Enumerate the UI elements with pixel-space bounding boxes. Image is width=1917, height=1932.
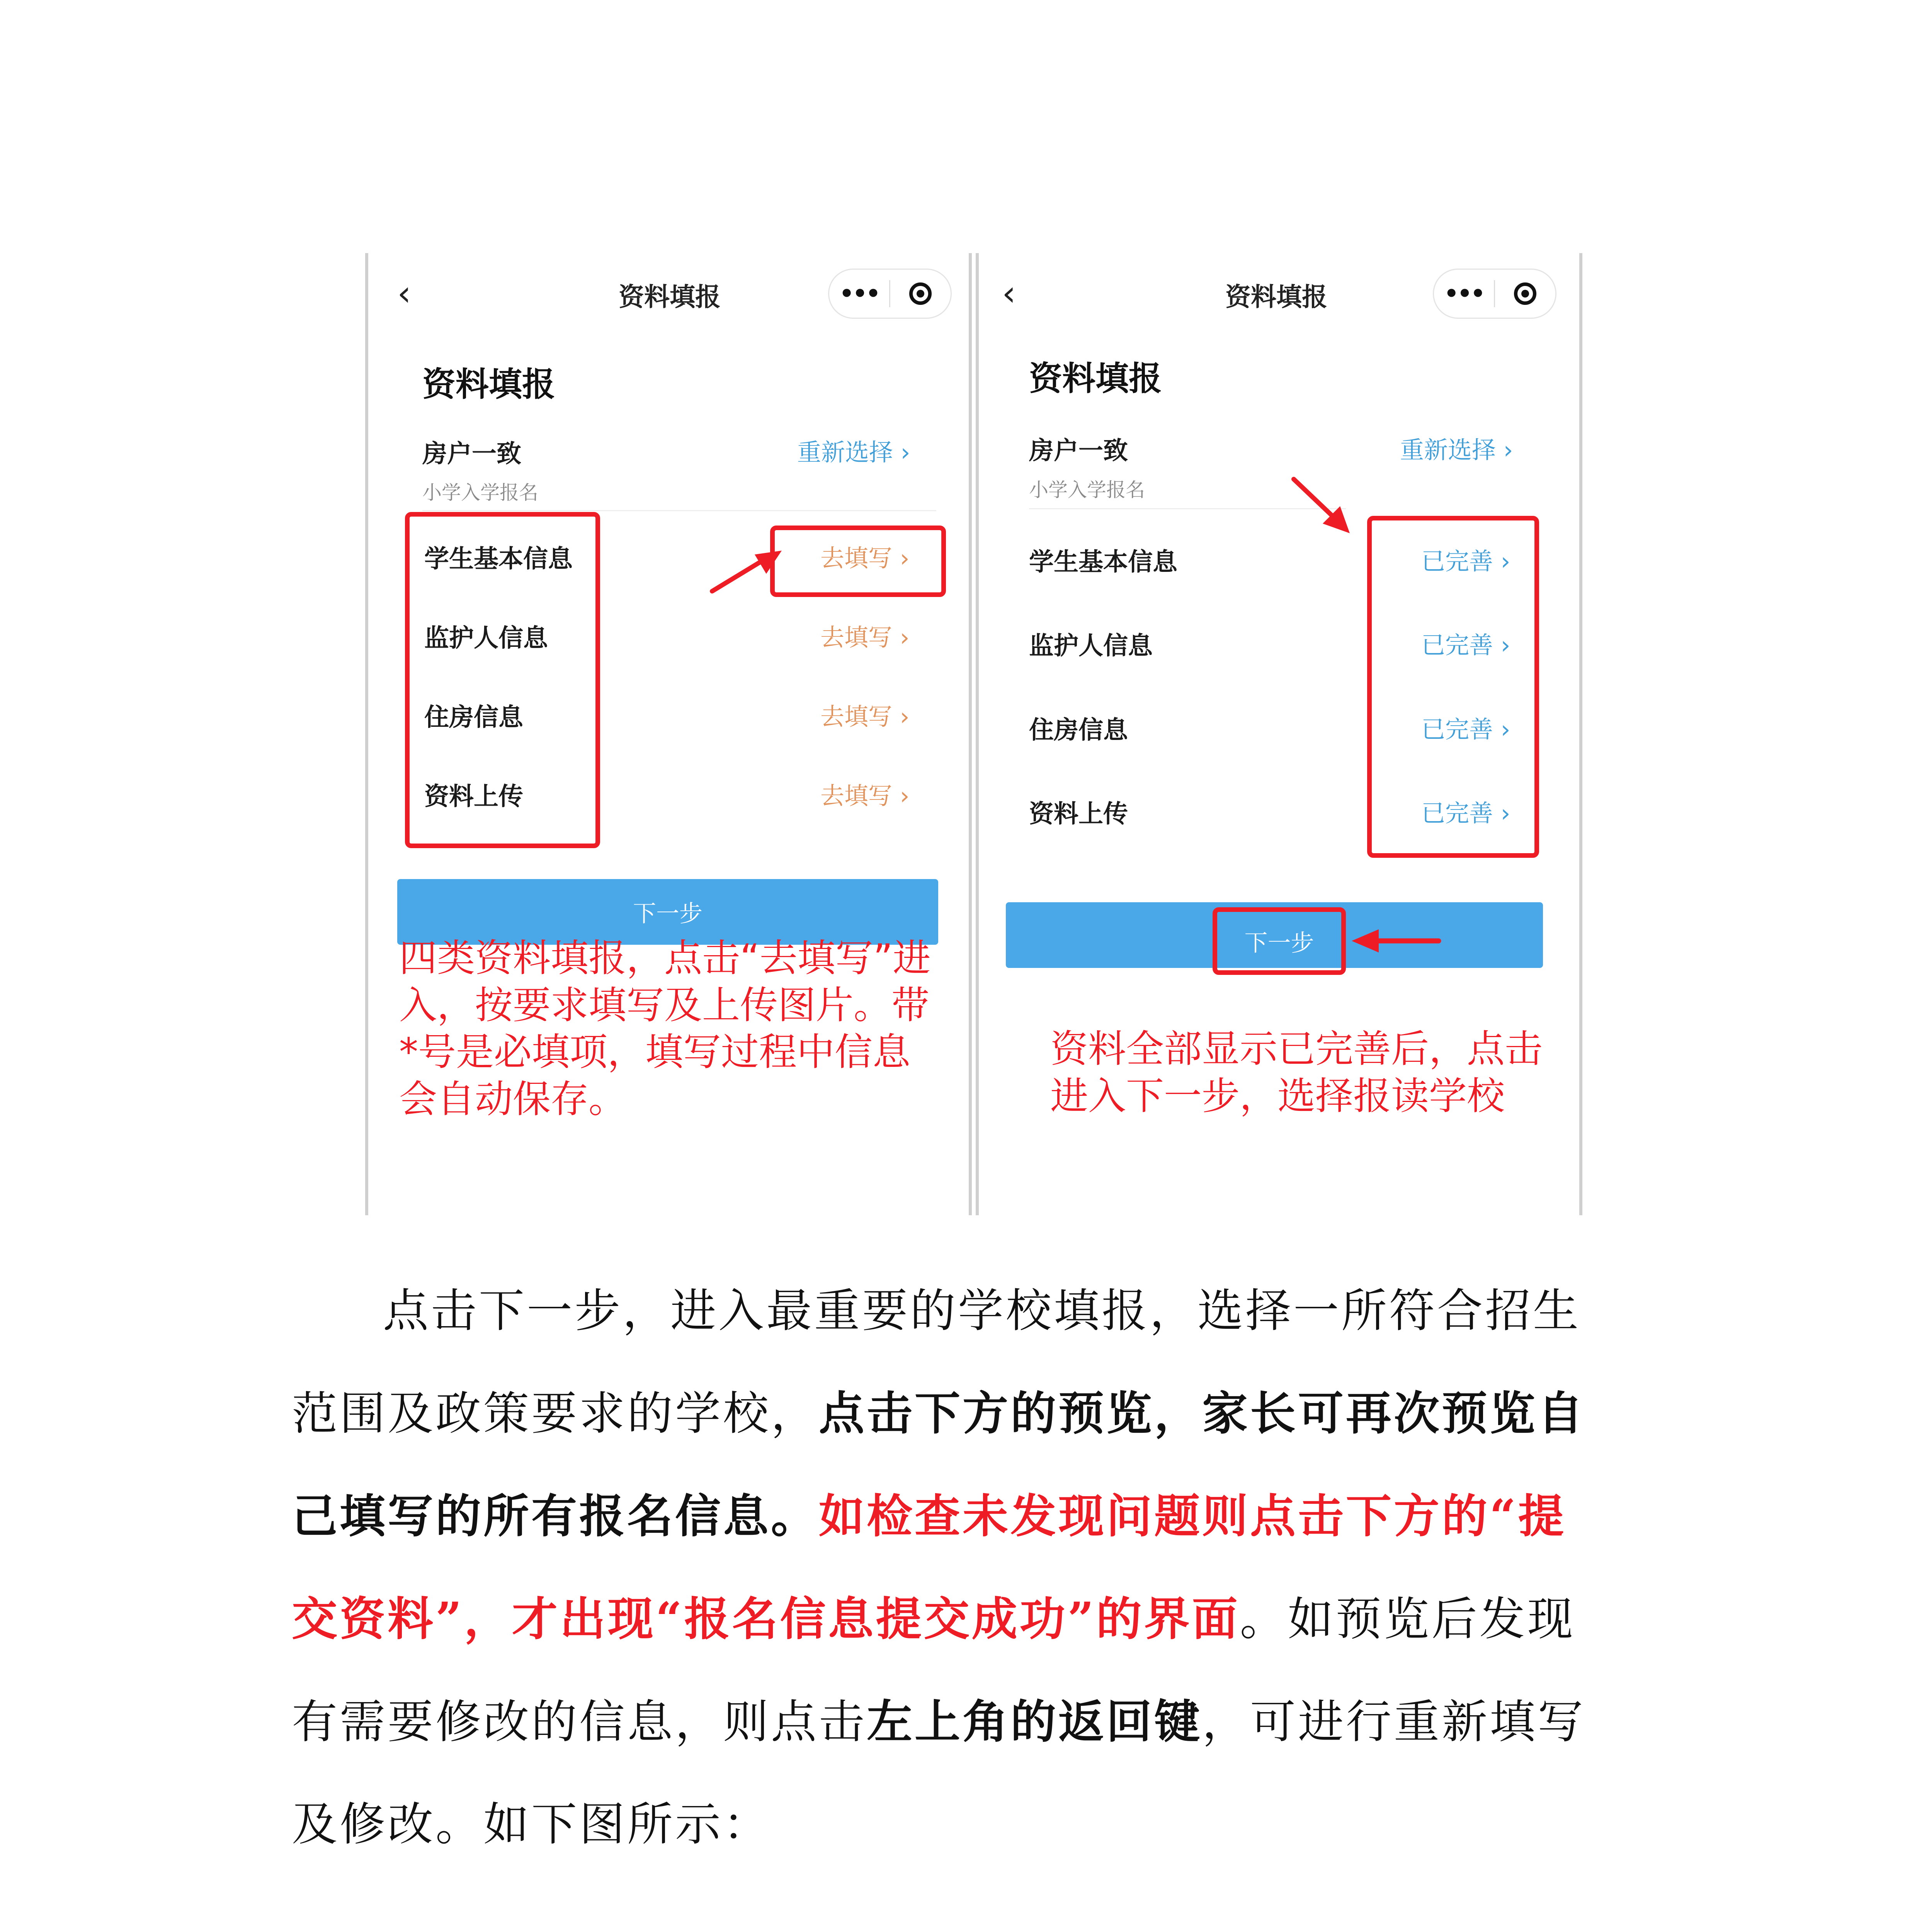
document-upload-completed[interactable]: 已完善 › [1421, 799, 1510, 827]
next-step-highlight[interactable]: 下一步 [1213, 907, 1346, 975]
paragraph-text-3: ，可进行重新填写及修改。如下图所示： [292, 1695, 1586, 1851]
close-target-icon[interactable] [890, 282, 950, 305]
reselect-link[interactable]: 重新选择 › [797, 438, 910, 466]
left-phone-screen [365, 253, 972, 1215]
student-info-completed[interactable]: 已完善 › [1421, 547, 1510, 575]
instruction-paragraph [292, 1260, 1613, 1876]
more-dots-icon[interactable]: ••• [1444, 280, 1484, 307]
nav-title: 资料填报 [1225, 282, 1327, 312]
paragraph-text-2: 。如预览后发现有需要修改的信息，则点击 [292, 1592, 1575, 1748]
row-document-upload: 资料上传 [424, 782, 523, 811]
right-annotation: 资料全部显示已完善后，点击进入下一步，选择报读学校 [1050, 1027, 1543, 1118]
fill-document-upload-button[interactable]: 去填写 › [820, 782, 910, 810]
household-sub: 小学入学报名 [1029, 479, 1145, 501]
red-arrow-icon [708, 547, 786, 597]
paragraph-text-red: 如检查未发现问题则点击下方的“提交资料”，才出现“报名信息提交成功”的界面 [292, 1489, 1566, 1646]
fill-housing-info-button[interactable]: 去填写 › [820, 702, 910, 731]
nav-title: 资料填报 [619, 282, 721, 312]
paragraph-text-1: 点击下一步，进入最重要的学校填报，选择一所符合招生范围及政策要求的学校， [292, 1284, 1581, 1440]
more-dots-icon[interactable]: ••• [839, 280, 879, 307]
row-document-upload: 资料上传 [1029, 800, 1128, 828]
fill-guardian-info-button[interactable]: 去填写 › [820, 623, 910, 651]
housing-info-completed[interactable]: 已完善 › [1421, 715, 1510, 743]
back-chevron-icon[interactable]: ‹ [397, 273, 411, 314]
red-arrow-icon [1350, 927, 1442, 954]
mini-program-capsule[interactable] [1433, 269, 1556, 319]
row-housing-info: 住房信息 [424, 703, 523, 732]
red-arrow-icon [1288, 473, 1357, 539]
form-title: 资料填报 [1029, 359, 1162, 398]
mini-program-capsule[interactable] [828, 269, 952, 319]
row-housing-info: 住房信息 [1029, 716, 1128, 745]
highlight-box-fill-button [770, 526, 946, 597]
form-title: 资料填报 [422, 365, 555, 404]
reselect-link[interactable]: 重新选择 › [1400, 436, 1513, 464]
row-guardian-info: 监护人信息 [424, 624, 548, 653]
household-label: 房户一致 [422, 440, 521, 468]
row-student-info: 学生基本信息 [424, 545, 573, 573]
household-label: 房户一致 [1029, 437, 1128, 465]
close-target-icon[interactable] [1495, 282, 1555, 305]
highlight-box-completed-status [1367, 516, 1539, 858]
back-chevron-icon[interactable]: ‹ [1002, 273, 1016, 314]
screenshot-figure [365, 253, 1582, 1215]
right-phone-screen [976, 253, 1582, 1215]
highlight-box-row-labels [405, 512, 600, 848]
fill-student-info-button[interactable]: 去填写 › [820, 544, 910, 572]
left-annotation: 四类资料填报，点击“去填写”进入，按要求填写及上传图片。带*号是必填项，填写过程中信息会自动保存。 [399, 936, 931, 1121]
paragraph-text-bold-2: 左上角的返回键 [867, 1695, 1203, 1748]
row-student-info: 学生基本信息 [1029, 548, 1177, 577]
paragraph-text-bold-1: 点击下方的预览，家长可再次预览自己填写的所有报名信息。 [292, 1386, 1586, 1543]
row-guardian-info: 监护人信息 [1029, 632, 1153, 660]
guardian-info-completed[interactable]: 已完善 › [1421, 631, 1510, 659]
household-sub: 小学入学报名 [422, 481, 538, 504]
row-divider [422, 510, 936, 511]
next-step-button[interactable]: 下一步 [397, 879, 938, 945]
